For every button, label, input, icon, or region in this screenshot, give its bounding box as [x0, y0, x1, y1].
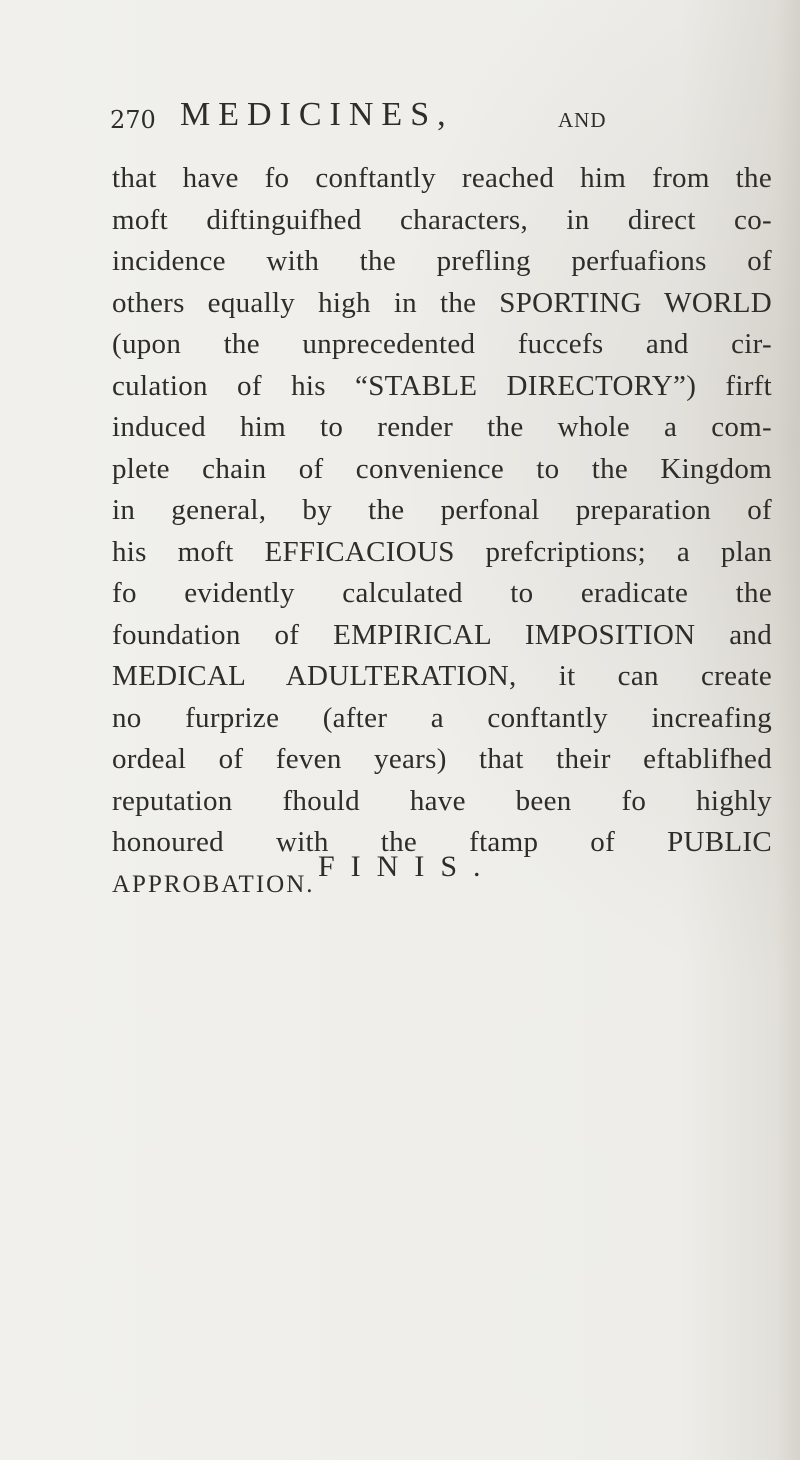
finis-label: FINIS.	[318, 850, 497, 883]
page-number: 270	[110, 106, 156, 134]
running-head	[110, 96, 710, 144]
text-line: induced him to render the whole a com-	[112, 411, 772, 443]
text-line-final: APPROBATION.	[112, 870, 315, 898]
running-head-and: AND	[558, 108, 607, 132]
body-paragraph	[112, 158, 772, 905]
text-line: honoured with the ftamp of PUBLIC	[112, 826, 772, 858]
text-line: (upon the unprecedented fuccefs and cir-	[112, 328, 772, 360]
text-line: his moft EFFICACIOUS prefcriptions; a plan	[112, 535, 772, 568]
text-line: ordeal of feven years) that their eftablifhed	[112, 743, 772, 775]
text-line: fo evidently calculated to eradicate the	[112, 577, 772, 609]
text-line: foundation of EMPIRICAL IMPOSITION and	[112, 618, 772, 651]
text-line: plete chain of convenience to the Kingdom	[112, 452, 772, 485]
text-line: MEDICAL ADULTERATION, it can create	[112, 660, 772, 692]
text-line: that have fo conftantly reached him from the	[112, 162, 772, 194]
text-line: moft diftinguifhed characters, in direct co-	[112, 203, 772, 236]
text-line: in general, by the perfonal preparation of	[112, 494, 772, 526]
running-head-title: MEDICINES,	[180, 96, 454, 133]
text-line: incidence with the prefling perfuafions of	[112, 245, 772, 277]
text-line: reputation fhould have been fo highly	[112, 784, 772, 817]
text-line: others equally high in the SPORTING WORLD	[112, 286, 772, 319]
text-line: culation of his “STABLE DIRECTORY”) firft	[112, 369, 772, 402]
text-line: no furprize (after a conftantly increafing	[112, 701, 772, 734]
